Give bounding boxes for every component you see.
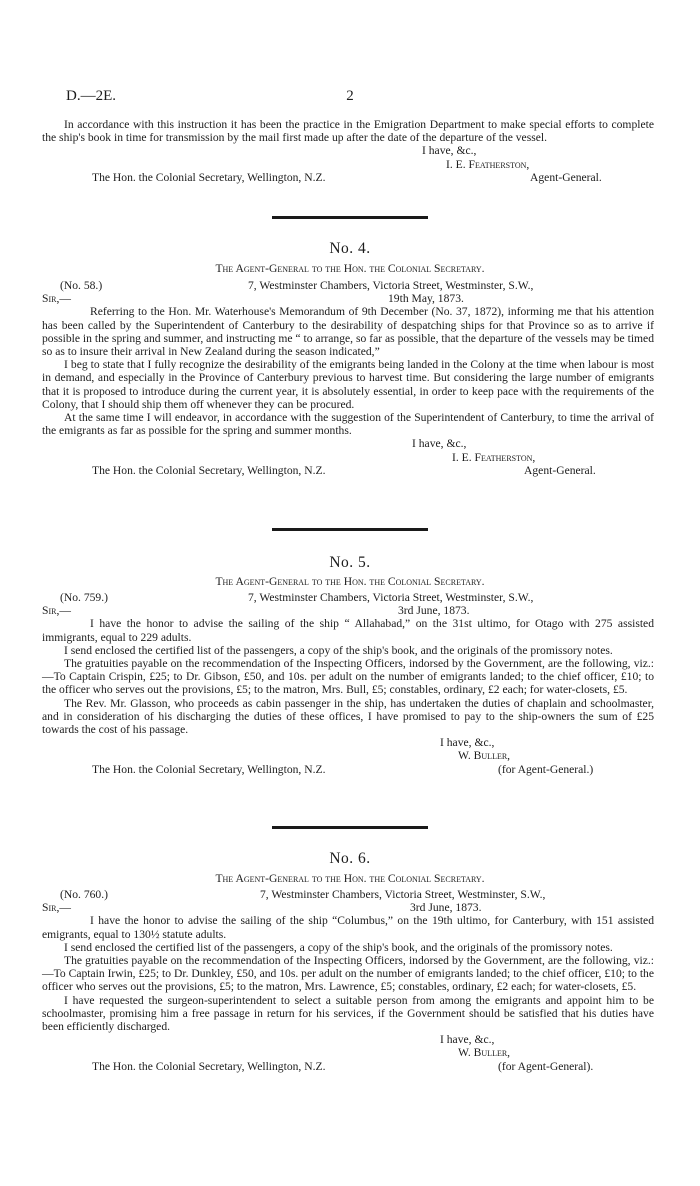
- signer-row: [42, 451, 654, 464]
- closing-row: [42, 736, 654, 749]
- addressee: The Hon. the Colonial Secretary, Wellington, N.Z.: [92, 762, 326, 776]
- letter-5: [42, 591, 654, 776]
- salutation: Sir,—: [42, 604, 71, 618]
- closing: I have, &c.,: [440, 736, 495, 750]
- letter-paragraph: I send enclosed the certified list of the passengers, a copy of the ship's book, and the originals of the promissory notes.: [64, 643, 613, 657]
- signer-title: Agent-General.: [524, 463, 596, 477]
- letter-4: [42, 279, 654, 477]
- letter-number: No. 5.: [329, 554, 371, 571]
- closing: I have, &c.,: [412, 437, 467, 451]
- letter-paragraph: I have the honor to advise the sailing of the ship “Columbus,” on the 19th ultimo, for Canterbury, with 151 assisted emigrants, equal to 130½ statute adults.: [42, 914, 654, 941]
- letter-paragraph: I have requested the surgeon-superintendent to select a suitable person from among the emigrants and appoint him to be schoolmaster, promising him a free passage in return for his services, if the Government should be satisfied that his duties have been efficiently discharged.: [42, 993, 654, 1033]
- letter-address: 7, Westminster Chambers, Victoria Street, Westminster, S.W.,: [260, 888, 546, 901]
- signature: I. E. Featherston,: [452, 450, 536, 464]
- letter-date-row: [42, 901, 654, 914]
- section-divider: [272, 826, 428, 829]
- document-reference: D.—2E.: [66, 88, 116, 104]
- letter-paragraph: I have the honor to advise the sailing of the ship “ Allahabad,” on the 31st ultimo, for Otago with 275 assisted immigrants, equal to 229 adults.: [42, 617, 654, 644]
- section-divider: [272, 216, 428, 219]
- letter-paragraph: I beg to state that I fully recognize the desirability of the emigrants being landed in the Colony at the time when labour is most in demand, and especially in the Province of Canterbury previous to harvest time. But considering the large number of emigrants that it is proposed to introduce during the current year, it is absolutely essential, in order to keep pace with the requirements of the Colony, that I should ship them off whenever they can be procured.: [42, 358, 654, 411]
- intro-closing-row: [42, 144, 654, 157]
- closing: I have, &c.,: [422, 144, 477, 158]
- signer-title: (for Agent-General).: [498, 1059, 594, 1073]
- addressee-row: [42, 464, 654, 477]
- intro-paragraph: In accordance with this instruction it has been the practice in the Emigration Department to make special efforts to complete the ship's book in time for transmission by the mail first made up after the date of the departure of the vessel.: [42, 118, 654, 145]
- letter-address: 7, Westminster Chambers, Victoria Street, Westminster, S.W.,: [248, 591, 534, 604]
- letter-paragraph: The gratuities payable on the recommendation of the Inspecting Officers, indorsed by the Government, are the following, viz.:—To Captain Crispin, £25; to Dr. Gibson, £50, and 10s. per adult on the number of emigrants landed; to the chief officer, £10; to the officer who serves out the provisions, £5; to the matron, Mrs. Bull, £5; constables, ordinary, £2 each; for water-closets, £5.: [42, 656, 654, 697]
- addressee: The Hon. the Colonial Secretary, Wellington, N.Z.: [92, 170, 326, 184]
- signer-title: (for Agent-General.): [498, 762, 594, 776]
- addressee: The Hon. the Colonial Secretary, Wellington, N.Z.: [92, 463, 326, 477]
- addressee: The Hon. the Colonial Secretary, Wellington, N.Z.: [92, 1059, 326, 1073]
- letter-ref-row: [42, 888, 654, 901]
- letter-paragraph: At the same time I will endeavor, in accordance with the suggestion of the Superintendent of Canterbury, to time the arrival of the emigrants as far as possible for the spring and summer months.: [42, 411, 654, 438]
- signer-row: [42, 749, 654, 762]
- signature: I. E. Featherston,: [446, 157, 530, 171]
- letter-address: 7, Westminster Chambers, Victoria Street, Westminster, S.W.,: [248, 279, 534, 292]
- signer-row: [42, 1046, 654, 1059]
- letter-date: 3rd June, 1873.: [398, 604, 470, 618]
- letter-paragraph: The Rev. Mr. Glasson, who proceeds as cabin passenger in the ship, has undertaken the duties of chaplain and schoolmaster, and in consideration of his discharging the duties of these offices, I have promised to pay to the ship-owners the sum of £25 towards the cost of his passage.: [42, 696, 654, 736]
- closing-row: [42, 1033, 654, 1046]
- letter-ref: (No. 58.): [60, 279, 103, 292]
- letter-6: [42, 888, 654, 1073]
- letter-date-row: [42, 292, 654, 305]
- signer-title: Agent-General.: [530, 170, 602, 184]
- letter-paragraph: I send enclosed the certified list of the passengers, a copy of the ship's book, and the originals of the promissory notes.: [64, 940, 613, 954]
- intro-signer-row: [42, 158, 654, 171]
- letter-number: No. 4.: [329, 240, 371, 257]
- letter-ref: (No. 760.): [60, 888, 108, 901]
- closing-row: [42, 437, 654, 450]
- letter-ref-row: [42, 279, 654, 292]
- salutation: Sir,—: [42, 292, 71, 306]
- letter-title: The Agent-General to the Hon. the Colonial Secretary.: [215, 262, 485, 275]
- closing: I have, &c.,: [440, 1033, 495, 1047]
- letter-paragraph: Referring to the Hon. Mr. Waterhouse's Memorandum of 9th December (No. 37, 1872), informing me that his attention has been called by the Superintendent of Canterbury to the desirability of despatching ships for that Province so as to arrive if possible in the spring and summer, and instructing me “ to arrange, so far as possible, that the departure of the vessels may be timed so as to insure their arrival in New Zealand during the season indicated,”: [42, 305, 654, 358]
- page-number: 2: [346, 88, 354, 104]
- letter-date: 19th May, 1873.: [388, 292, 464, 306]
- page-header: [66, 88, 634, 104]
- letter-title: The Agent-General to the Hon. the Colonial Secretary.: [215, 872, 485, 885]
- intro-section: [42, 118, 654, 184]
- letter-ref: (No. 759.): [60, 591, 108, 604]
- salutation: Sir,—: [42, 901, 71, 915]
- letter-date-row: [42, 604, 654, 617]
- letter-ref-row: [42, 591, 654, 604]
- addressee-row: [42, 763, 654, 776]
- letter-date: 3rd June, 1873.: [410, 901, 482, 915]
- signature: W. Buller,: [458, 749, 511, 763]
- section-divider: [272, 528, 428, 531]
- letter-title: The Agent-General to the Hon. the Colonial Secretary.: [215, 575, 485, 588]
- letter-number: No. 6.: [329, 850, 371, 867]
- signature: W. Buller,: [458, 1046, 511, 1060]
- intro-addressee-row: [42, 171, 654, 184]
- addressee-row: [42, 1060, 654, 1073]
- letter-paragraph: The gratuities payable on the recommendation of the Inspecting Officers, indorsed by the Government, are the following, viz.:—To Captain Irwin, £25; to Dr. Dunkley, £50, and 10s. per adult on the number of emigrants landed; to the chief officer, £10; to the officer who serves out the provisions, £5; to the matron, Mrs. Lawrence, £5; constables, ordinary, £2 each; for water-closets, £5.: [42, 953, 654, 994]
